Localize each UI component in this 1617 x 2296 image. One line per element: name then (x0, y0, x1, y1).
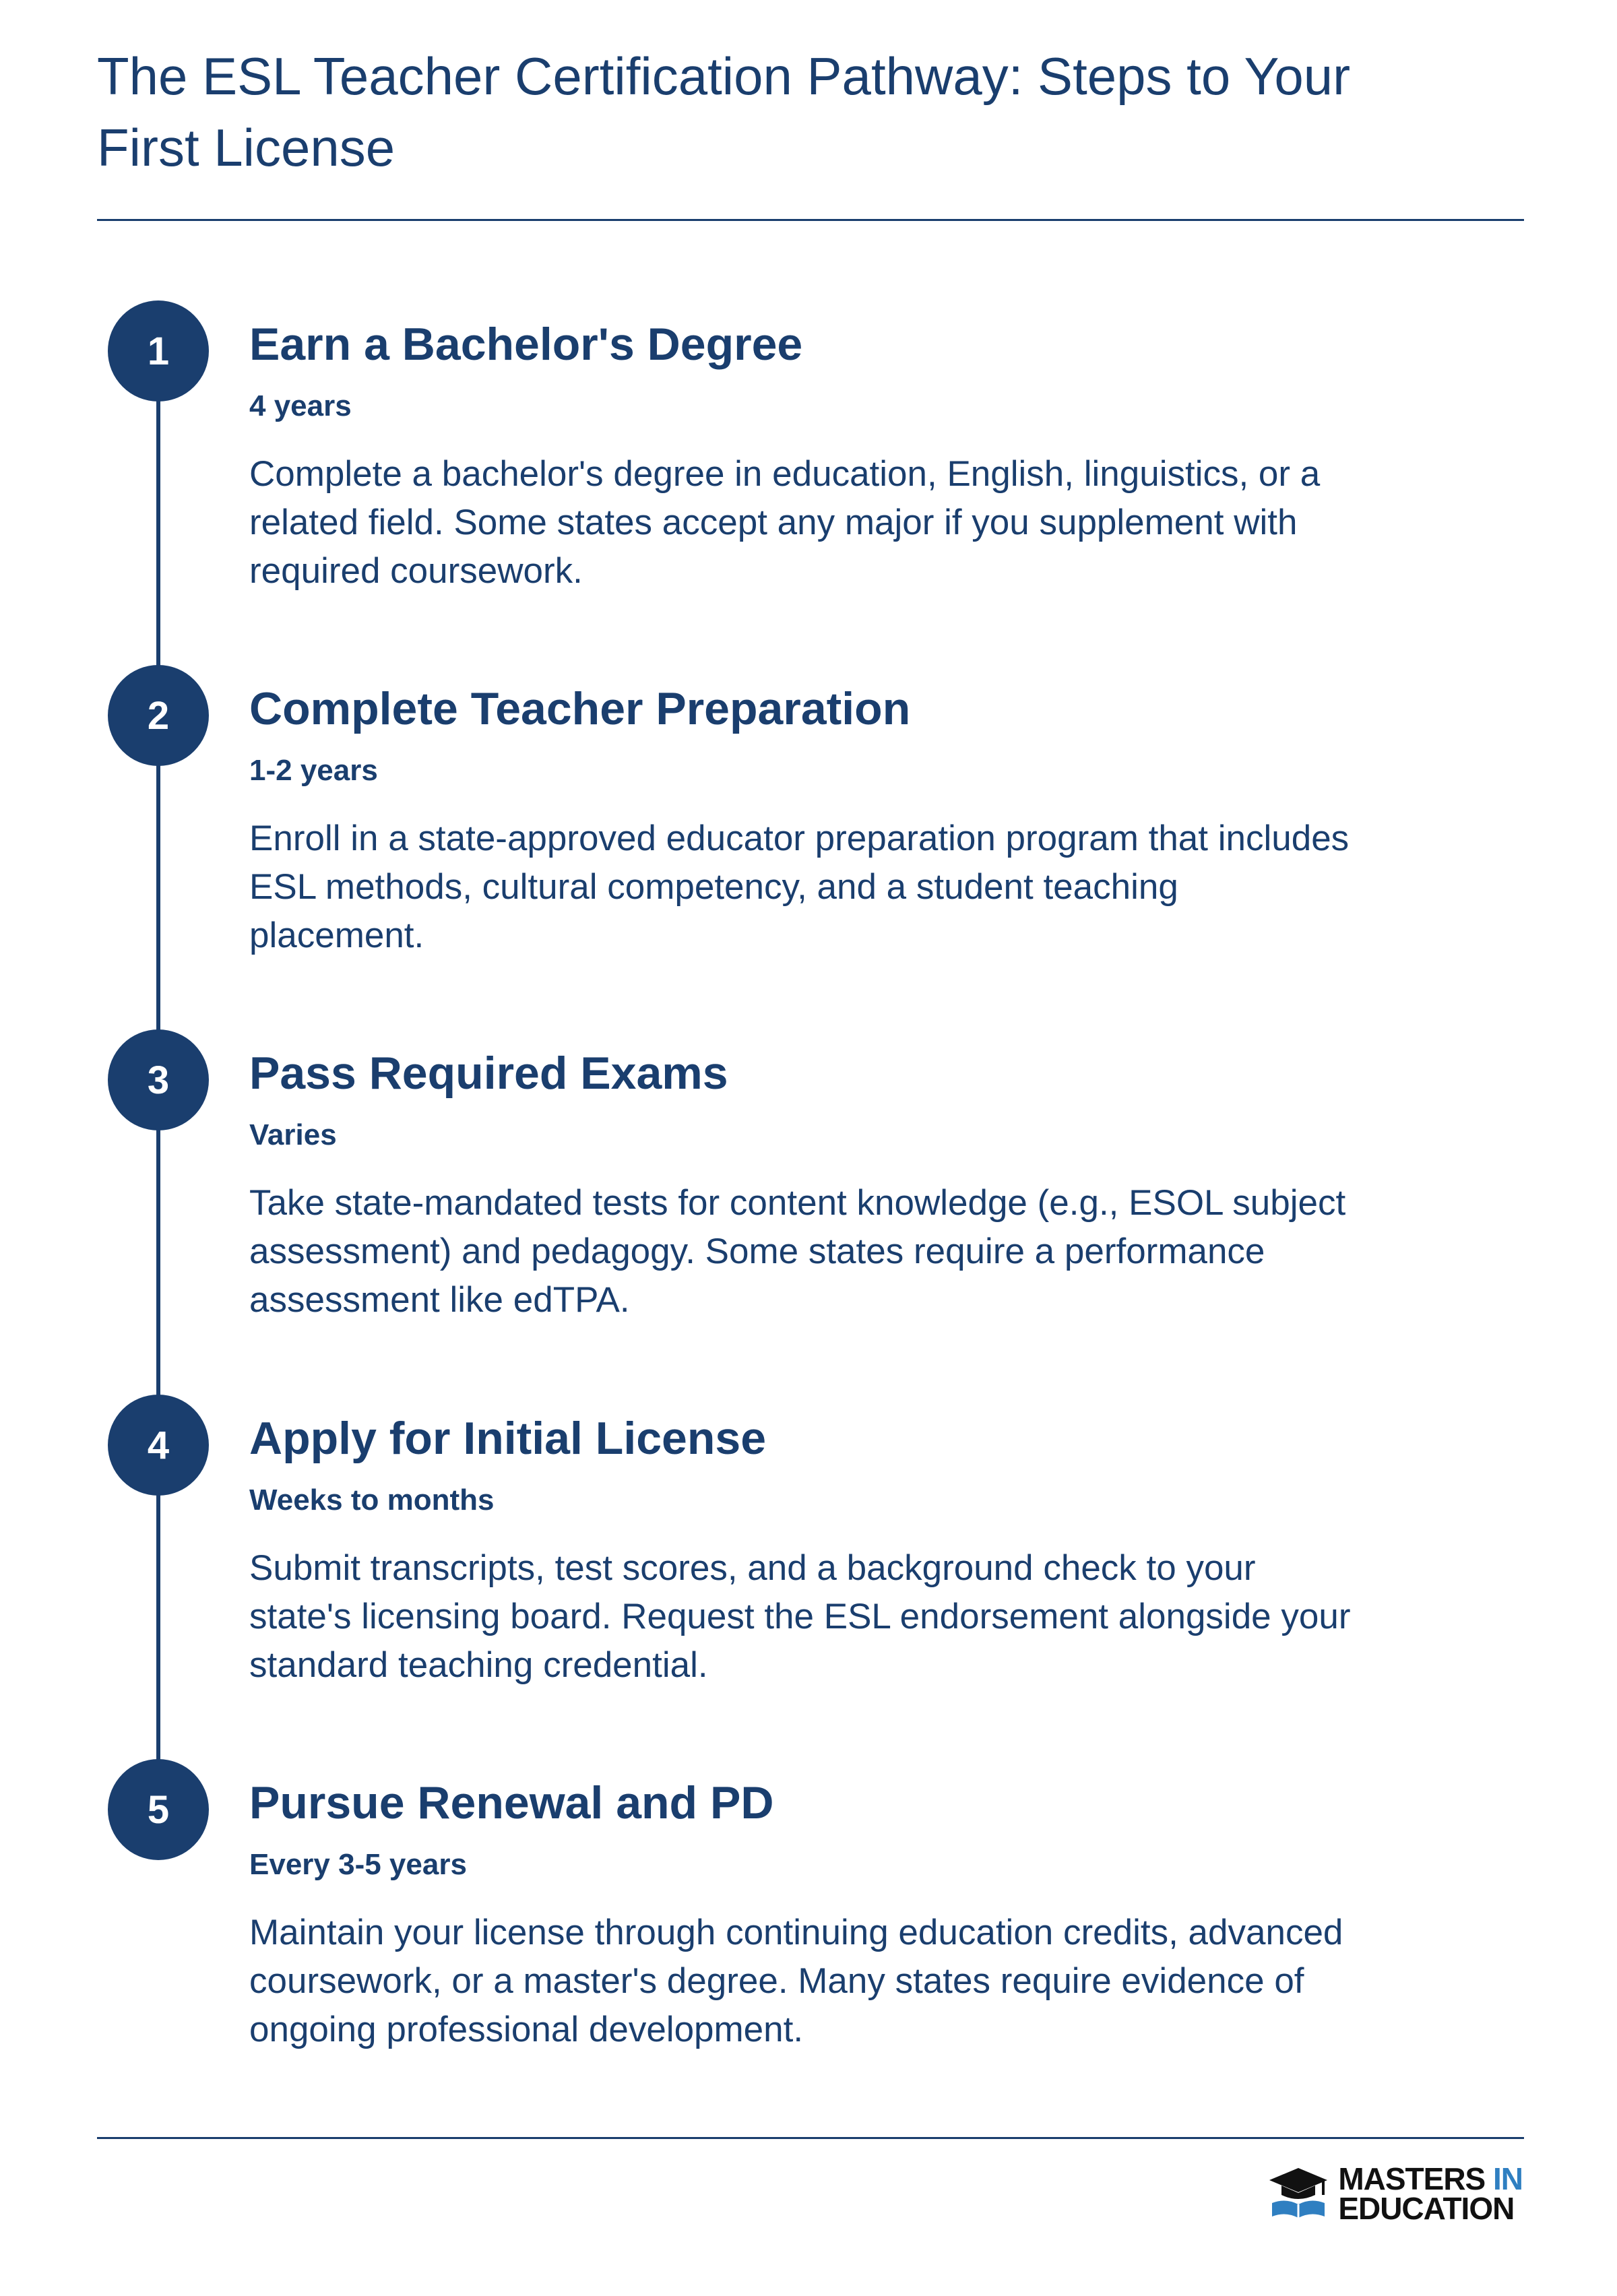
graduation-cap-book-icon (1268, 2165, 1329, 2222)
step-duration: 1-2 years (249, 754, 378, 787)
logo-line-2: EDUCATION (1338, 2191, 1515, 2226)
step-title: Pursue Renewal and PD (249, 1777, 774, 1828)
step-2 (0, 665, 1617, 1029)
step-title: Complete Teacher Preparation (249, 683, 911, 734)
step-number-badge: 3 (108, 1029, 209, 1130)
step-description: Submit transcripts, test scores, and a background check to your state's licensing board. Request the ESL endorsement alongside your standard teaching credential. (249, 1548, 1351, 1685)
step-title: Pass Required Exams (249, 1048, 728, 1099)
step-5 (0, 1759, 1617, 2123)
step-number-badge: 5 (108, 1759, 209, 1860)
top-divider (97, 219, 1524, 221)
step-title: Apply for Initial License (249, 1413, 767, 1464)
step-duration: Weeks to months (249, 1484, 495, 1517)
step-title: Earn a Bachelor's Degree (249, 319, 803, 370)
step-1 (0, 300, 1617, 664)
step-description: Complete a bachelor's degree in education, English, linguistics, or a related field. Some states accept any major if you supplement with required coursework. (249, 454, 1321, 591)
step-duration: Every 3-5 years (249, 1848, 467, 1881)
step-number-badge: 4 (108, 1395, 209, 1496)
step-3 (0, 1029, 1617, 1393)
step-number-badge: 2 (108, 665, 209, 766)
step-duration: Varies (249, 1118, 337, 1151)
step-duration: 4 years (249, 389, 352, 422)
step-description: Enroll in a state-approved educator preparation program that includes ESL methods, cultural competency, and a student teaching placement. (249, 819, 1350, 955)
step-4 (0, 1395, 1617, 1758)
logo-masters: MASTERS (1338, 2161, 1486, 2196)
step-description: Take state-mandated tests for content knowledge (e.g., ESOL subject assessment) and pedagogy. Some states require a performance assessment like edTPA. (249, 1183, 1346, 1320)
logo-in: IN (1493, 2161, 1523, 2196)
logo-line-1 (1338, 2161, 1523, 2196)
masters-in-education-logo (1268, 2161, 1523, 2226)
bottom-divider (97, 2137, 1524, 2139)
step-number-badge: 1 (108, 300, 209, 402)
page-title: The ESL Teacher Certification Pathway: Steps to Your First License (97, 46, 1351, 177)
logo-wordmark (1338, 2161, 1523, 2226)
step-description: Maintain your license through continuing education credits, advanced coursework, or a master's degree. Many states require evidence of ongoing professional development. (249, 1913, 1343, 2049)
